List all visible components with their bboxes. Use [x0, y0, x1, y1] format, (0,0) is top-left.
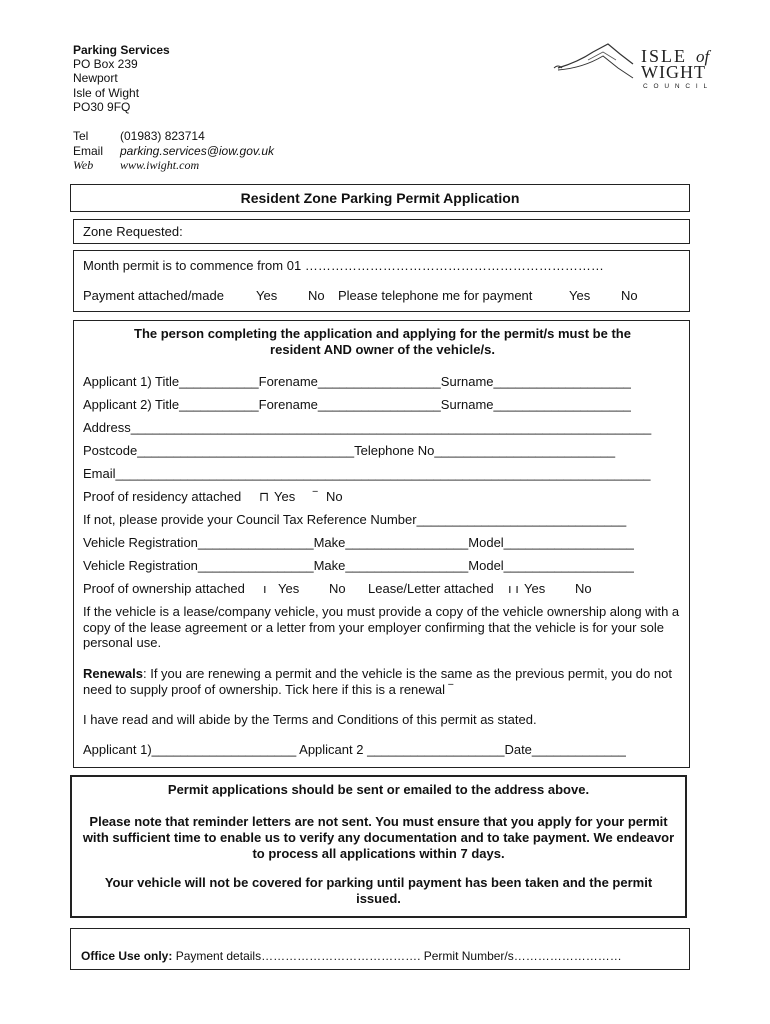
proof-ownership-no-label[interactable]: No	[329, 581, 346, 596]
proof-residency-yes-label: Yes	[274, 489, 296, 504]
vehicle1-row[interactable]: Vehicle Registration________________Make_________________Model__________________	[83, 535, 634, 550]
notice-reminder: Please note that reminder letters are not sent. You must ensure that you apply for your permit with sufficient time to enable us to verify any documentation and to take payment. We endeavor to process all applications within 7 days.	[82, 814, 675, 861]
applicant1-row[interactable]: Applicant 1) Title___________Forename_________________Surname___________________	[83, 374, 631, 389]
email-value[interactable]: parking.services@iow.gov.uk	[120, 143, 275, 158]
council-logo	[548, 40, 723, 90]
council-tax-field[interactable]: If not, please provide your Council Tax Reference Number_____________________________	[83, 512, 627, 527]
telephone-no-option[interactable]: No	[621, 288, 638, 303]
office-use-section	[70, 928, 690, 970]
proof-residency-label: Proof of residency attached	[83, 489, 242, 504]
submission-notice	[70, 775, 687, 918]
signature-date-row[interactable]: Applicant 1)____________________ Applicant 2 ___________________Date_____________	[83, 742, 626, 757]
month-commence-dots: ……………………………………………………………	[304, 258, 604, 273]
web-value[interactable]: www.iwight.com	[120, 158, 200, 172]
zone-requested-field[interactable]	[73, 219, 690, 244]
notice-send-address: Permit applications should be sent or emailed to the address above.	[167, 782, 590, 797]
tel-label: Tel	[73, 129, 89, 143]
month-payment-section	[73, 250, 690, 312]
proof-ownership-checkbox[interactable]: ı	[263, 581, 267, 596]
logo-council-text: C O U N C I L	[643, 83, 710, 90]
lease-letter-checkbox[interactable]: ı ı	[508, 581, 519, 596]
office-use-label: Office Use only:	[81, 949, 173, 963]
payment-no-option[interactable]: No	[308, 288, 325, 303]
proof-ownership-yes-label: Yes	[278, 581, 300, 596]
payment-attached-label: Payment attached/made	[83, 288, 224, 303]
renewal-checkbox[interactable]: ‾	[448, 681, 453, 697]
terms-statement: I have read and will abide by the Terms and Conditions of this permit as stated.	[83, 712, 537, 727]
address-line: PO Box 239	[73, 57, 138, 72]
notice-coverage: Your vehicle will not be covered for parking until payment has been taken and the permit issued.	[104, 875, 653, 906]
logo-isle-text: ISLE	[641, 46, 687, 66]
address-line: Newport	[73, 71, 118, 86]
proof-residency-no-checkbox[interactable]: ‾	[313, 489, 318, 504]
address-field[interactable]: Address________________________________________________________________________	[83, 420, 652, 435]
heading-line-2: resident AND owner of the vehicle/s.	[270, 342, 495, 357]
email-field[interactable]: Email__________________________________________________________________________	[83, 466, 651, 481]
payment-yes-option[interactable]: Yes	[256, 288, 278, 303]
telephone-payment-label: Please telephone me for payment	[338, 288, 533, 303]
form-title: Resident Zone Parking Permit Application	[70, 184, 690, 212]
sender-address	[73, 43, 170, 114]
contact-details	[73, 129, 274, 173]
postcode-telephone-row[interactable]: Postcode______________________________Telephone No_________________________	[83, 443, 616, 458]
telephone-yes-option[interactable]: Yes	[569, 288, 591, 303]
address-line: Isle of Wight	[73, 85, 140, 100]
vehicle2-row[interactable]: Vehicle Registration________________Make_________________Model__________________	[83, 558, 634, 573]
renewals-text: : If you are renewing a permit and the vehicle is the same as the previous permit, you do not need to supply proof of ownership. Tick here if this is a renewal	[83, 666, 672, 697]
email-label: Email	[73, 143, 104, 158]
zone-requested-label: Zone Requested:	[83, 224, 183, 239]
web-label: Web	[73, 158, 94, 172]
logo-wight-text: WIGHT	[641, 62, 706, 82]
office-use-fields: Payment details…………………………………. Permit Number/s………………………	[172, 949, 622, 963]
month-commence-field[interactable]	[83, 258, 604, 273]
lease-letter-label: Lease/Letter attached	[368, 581, 494, 596]
month-commence-label: Month permit is to commence from 01	[83, 258, 302, 273]
lease-letter-yes-label: Yes	[524, 581, 546, 596]
address-line: PO30 9FQ	[73, 99, 131, 114]
applicant-details-section	[73, 320, 690, 768]
proof-residency-no-label: No	[326, 489, 343, 504]
lease-letter-no-label[interactable]: No	[575, 581, 592, 596]
heading-line-1: The person completing the application and applying for the permit/s must be the	[134, 326, 631, 341]
council-logo-icon	[548, 40, 723, 90]
lease-instructions: If the vehicle is a lease/company vehicle, you must provide a copy of the vehicle ownership along with a copy of the lease agreement or a letter from your employer confirming that the vehicle is for your sole personal use.	[83, 604, 680, 650]
section-heading	[74, 326, 691, 358]
renewals-label: Renewals	[83, 666, 143, 681]
logo-of-text: of	[696, 47, 710, 66]
applicant2-row[interactable]: Applicant 2) Title___________Forename_________________Surname___________________	[83, 397, 631, 412]
proof-ownership-label: Proof of ownership attached	[83, 581, 245, 596]
tel-value: (01983) 823714	[120, 129, 205, 143]
department-name: Parking Services	[73, 43, 170, 57]
proof-residency-yes-checkbox[interactable]: ⊓	[259, 489, 270, 504]
renewals-paragraph	[83, 666, 683, 697]
